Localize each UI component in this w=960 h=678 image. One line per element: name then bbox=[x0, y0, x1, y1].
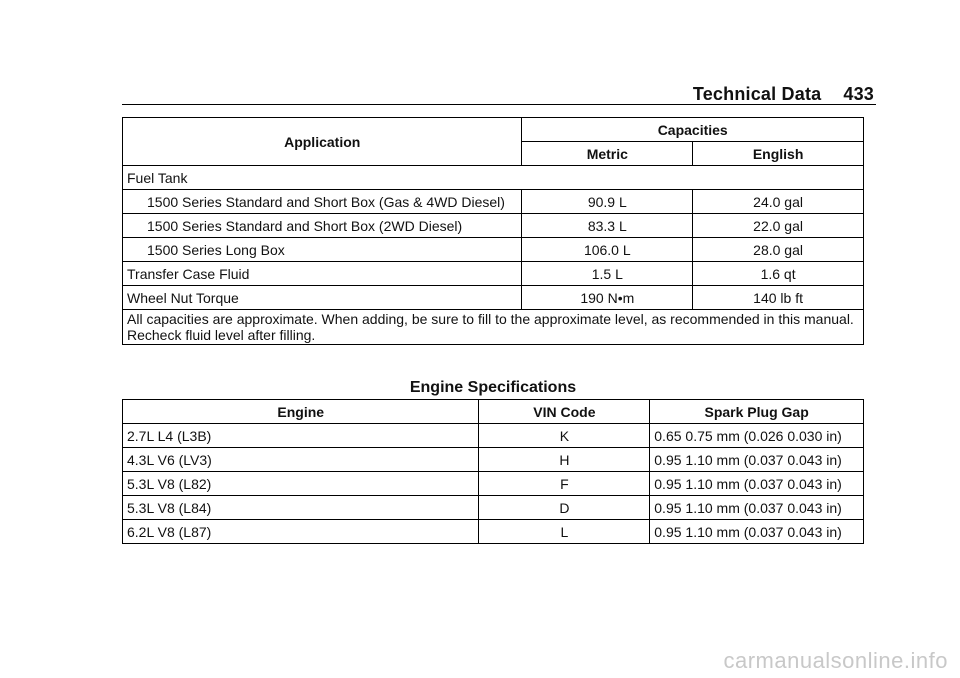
header-rule bbox=[122, 104, 876, 105]
cell-engine: 4.3L V6 (LV3) bbox=[123, 448, 479, 472]
table-row bbox=[123, 238, 864, 262]
cell-gap: 0.95 1.10 mm (0.037 0.043 in) bbox=[650, 472, 864, 496]
table-row bbox=[123, 286, 864, 310]
page-header bbox=[0, 84, 874, 105]
table-note-row bbox=[123, 310, 864, 345]
cell-metric: 83.3 L bbox=[522, 214, 693, 238]
cell-english: 28.0 gal bbox=[693, 238, 864, 262]
cell-app: Wheel Nut Torque bbox=[123, 286, 522, 310]
cell-app: Transfer Case Fluid bbox=[123, 262, 522, 286]
cell-engine: 6.2L V8 (L87) bbox=[123, 520, 479, 544]
cell-app: 1500 Series Long Box bbox=[123, 238, 522, 262]
table-header-row bbox=[123, 118, 864, 142]
cell-gap: 0.65 0.75 mm (0.026 0.030 in) bbox=[650, 424, 864, 448]
page-title: Technical Data bbox=[692, 84, 822, 104]
table-row bbox=[123, 472, 864, 496]
capacities-table bbox=[122, 117, 864, 345]
cell-english: 22.0 gal bbox=[693, 214, 864, 238]
cell-metric: 106.0 L bbox=[522, 238, 693, 262]
cell-metric: 1.5 L bbox=[522, 262, 693, 286]
cell-engine: 5.3L V8 (L82) bbox=[123, 472, 479, 496]
table-row bbox=[123, 496, 864, 520]
engine-specs-table bbox=[122, 399, 864, 544]
col-spark-gap: Spark Plug Gap bbox=[650, 400, 864, 424]
cell-vin: K bbox=[479, 424, 650, 448]
table-row bbox=[123, 448, 864, 472]
table-row bbox=[123, 424, 864, 448]
engine-specs-title: Engine Specifications bbox=[409, 379, 577, 396]
col-application: Application bbox=[123, 118, 522, 166]
page-number: 433 bbox=[843, 84, 874, 104]
cell-engine: 5.3L V8 (L84) bbox=[123, 496, 479, 520]
cell-english: 140 lb ft bbox=[693, 286, 864, 310]
table-row bbox=[123, 262, 864, 286]
cell-engine: 2.7L L4 (L3B) bbox=[123, 424, 479, 448]
col-engine: Engine bbox=[123, 400, 479, 424]
cell-vin: D bbox=[479, 496, 650, 520]
col-english: English bbox=[693, 142, 864, 166]
cell-app: 1500 Series Standard and Short Box (2WD Diesel) bbox=[123, 214, 522, 238]
cell-vin: F bbox=[479, 472, 650, 496]
table-row bbox=[123, 520, 864, 544]
cell-vin: H bbox=[479, 448, 650, 472]
col-vin: VIN Code bbox=[479, 400, 650, 424]
cell-gap: 0.95 1.10 mm (0.037 0.043 in) bbox=[650, 496, 864, 520]
cell-gap: 0.95 1.10 mm (0.037 0.043 in) bbox=[650, 520, 864, 544]
cell-english: 1.6 qt bbox=[693, 262, 864, 286]
cell-vin: L bbox=[479, 520, 650, 544]
capacities-note: All capacities are approximate. When adding, be sure to fill to the approximate level, as recommended in this manual. Recheck fluid level after filling. bbox=[123, 310, 864, 345]
table-row bbox=[123, 214, 864, 238]
fuel-tank-label: Fuel Tank bbox=[123, 166, 864, 190]
col-metric: Metric bbox=[522, 142, 693, 166]
table-row bbox=[123, 190, 864, 214]
col-capacities: Capacities bbox=[522, 118, 864, 142]
watermark: carmanualsonline.info bbox=[723, 648, 948, 673]
cell-metric: 190 N•m bbox=[522, 286, 693, 310]
table-row bbox=[123, 166, 864, 190]
cell-app: 1500 Series Standard and Short Box (Gas & 4WD Diesel) bbox=[123, 190, 522, 214]
cell-english: 24.0 gal bbox=[693, 190, 864, 214]
table-header-row bbox=[123, 400, 864, 424]
cell-gap: 0.95 1.10 mm (0.037 0.043 in) bbox=[650, 448, 864, 472]
cell-metric: 90.9 L bbox=[522, 190, 693, 214]
